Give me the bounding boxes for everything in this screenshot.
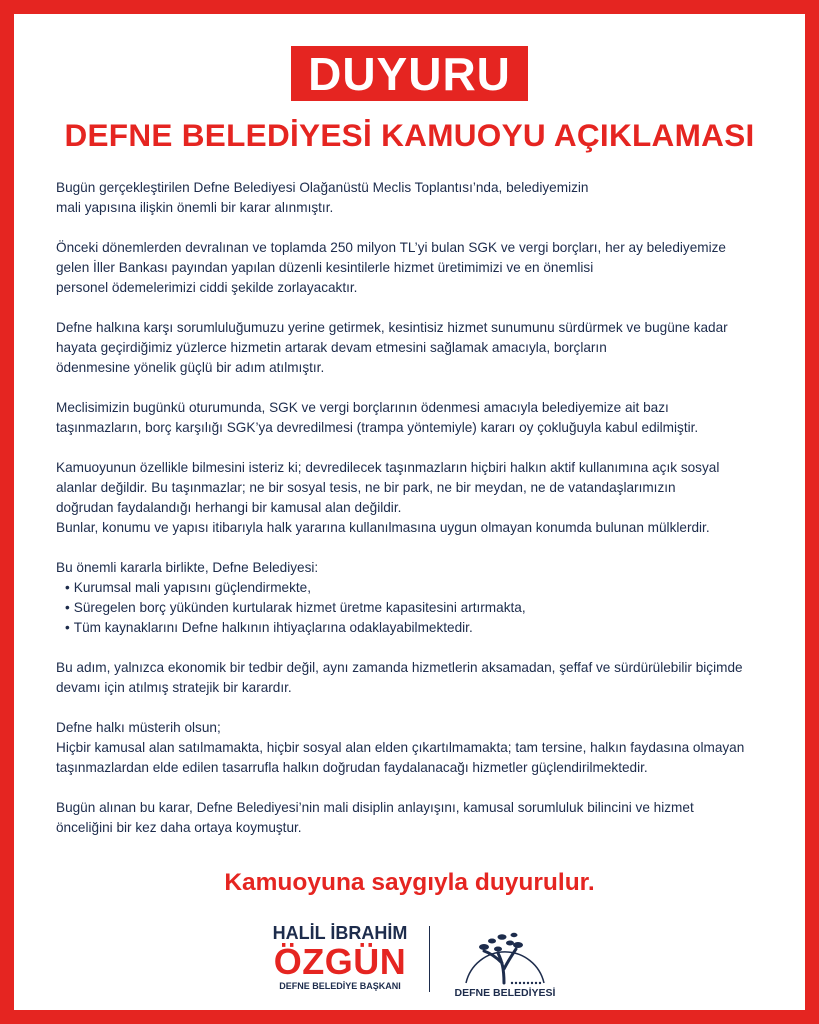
mayor-title: DEFNE BELEDİYE BAŞKANI xyxy=(279,981,401,991)
text-line: taşınmazlardan elde edilen tasarrufla halkın doğrudan faydalanacağı hizmetler güçlendirilmektedir. xyxy=(56,760,648,775)
logo-text: DEFNE BELEDİYESİ xyxy=(454,987,556,999)
signature-divider xyxy=(429,926,430,992)
text-line: Bugün gerçekleştirilen Defne Belediyesi Olağanüstü Meclis Toplantısı’nda, belediyemizin xyxy=(56,180,589,195)
benefit-list xyxy=(56,578,791,638)
text-line: Bunlar, konumu ve yapısı itibarıyla halk yararına kullanılmasına uygun olmayan konumda bulunan mülklerdir. xyxy=(56,520,710,535)
list-item: • Süregelen borç yükünden kurtularak hizmet üretme kapasitesini artırmakta, xyxy=(65,598,791,618)
paragraph-7 xyxy=(56,658,791,698)
paragraph-1 xyxy=(56,178,791,218)
text-line: Defne halkına karşı sorumluluğumuzu yerine getirmek, kesintisiz hizmet sunumunu sürdürmek ve bugüne kadar xyxy=(56,320,728,335)
text-line: gelen İller Bankası payından yapılan düzenli kesintilerle hizmet üretimimizi ve en önemlisi xyxy=(56,260,594,275)
text-line: Meclisimizin bugünkü oturumunda, SGK ve vergi borçlarının ödenmesi amacıyla belediyemize ait bazı xyxy=(56,400,669,415)
text-line: doğrudan faydalandığı herhangi bir kamusal alan değildir. xyxy=(56,500,402,515)
municipality-logo xyxy=(446,917,564,1001)
text-line: Kamuoyunun özellikle bilmesini isteriz ki; devredilecek taşınmazların hiçbiri halkın aktif kullanımına açık sosyal xyxy=(56,460,720,475)
tree-emblem-icon xyxy=(446,917,564,989)
text-line: taşınmazların, borç karşılığı SGK’ya devredilmesi (trampa yöntemiyle) kararı oy çokluğuyla kabul edilmiştir. xyxy=(56,420,699,435)
list-item: • Tüm kaynaklarını Defne halkının ihtiyaçlarına odaklayabilmektedir. xyxy=(65,618,791,638)
mayor-last-name: ÖZGÜN xyxy=(273,941,407,982)
text-line: personel ödemelerimizi ciddi şekilde zorlayacaktır. xyxy=(56,280,358,295)
text-line: alanlar değildir. Bu taşınmazlar; ne bir sosyal tesis, ne bir park, ne bir meydan, ne de vatandaşlarımızın xyxy=(56,480,676,495)
announcement-page xyxy=(14,14,805,1010)
mayor-signature xyxy=(260,922,420,992)
text-line: önceliğini bir kez daha ortaya koymuştur. xyxy=(56,820,302,835)
paragraph-4 xyxy=(56,398,791,438)
page-title: DEFNE BELEDİYESİ KAMUOYU AÇIKLAMASI xyxy=(64,117,755,153)
closing-line: Kamuoyuna saygıyla duyurulur. xyxy=(224,869,595,896)
list-item: • Kurumsal mali yapısını güçlendirmekte, xyxy=(65,578,791,598)
announcement-body xyxy=(56,178,791,858)
text-line: Bu önemli kararla birlikte, Defne Belediyesi: xyxy=(56,560,319,575)
text-line: ödenmesine yönelik güçlü bir adım atılmıştır. xyxy=(56,360,325,375)
paragraph-6 xyxy=(56,558,791,638)
text-line: devamı için atılmış stratejik bir karardır. xyxy=(56,680,292,695)
mayor-first-name: HALİL İBRAHİM xyxy=(272,923,408,943)
paragraph-9 xyxy=(56,798,791,838)
text-line: Önceki dönemlerden devralınan ve toplamda 250 milyon TL’yi bulan SGK ve vergi borçları, her ay belediyemize xyxy=(56,240,726,255)
text-line: Defne halkı müsterih olsun; xyxy=(56,720,221,735)
text-line: mali yapısına ilişkin önemli bir karar alınmıştır. xyxy=(56,200,334,215)
paragraph-5 xyxy=(56,458,791,538)
text-line: hayata geçirdiğimiz yüzlerce hizmetin artarak devam etmesini sağlamak amacıyla, borçların xyxy=(56,340,607,355)
paragraph-8 xyxy=(56,718,791,778)
paragraph-3 xyxy=(56,318,791,378)
text-line: Bugün alınan bu karar, Defne Belediyesi’nin mali disiplin anlayışını, kamusal sorumluluk bilincini ve hizmet xyxy=(56,800,694,815)
announcement-badge: DUYURU xyxy=(291,46,528,101)
text-line: Hiçbir kamusal alan satılmamakta, hiçbir sosyal alan elden çıkartılmamakta; tam tersine, halkın faydasına olmayan xyxy=(56,740,745,755)
text-line: Bu adım, yalnızca ekonomik bir tedbir değil, aynı zamanda hizmetlerin aksamadan, şeffaf ve sürdürülebilir biçimde xyxy=(56,660,743,675)
paragraph-2 xyxy=(56,238,791,298)
